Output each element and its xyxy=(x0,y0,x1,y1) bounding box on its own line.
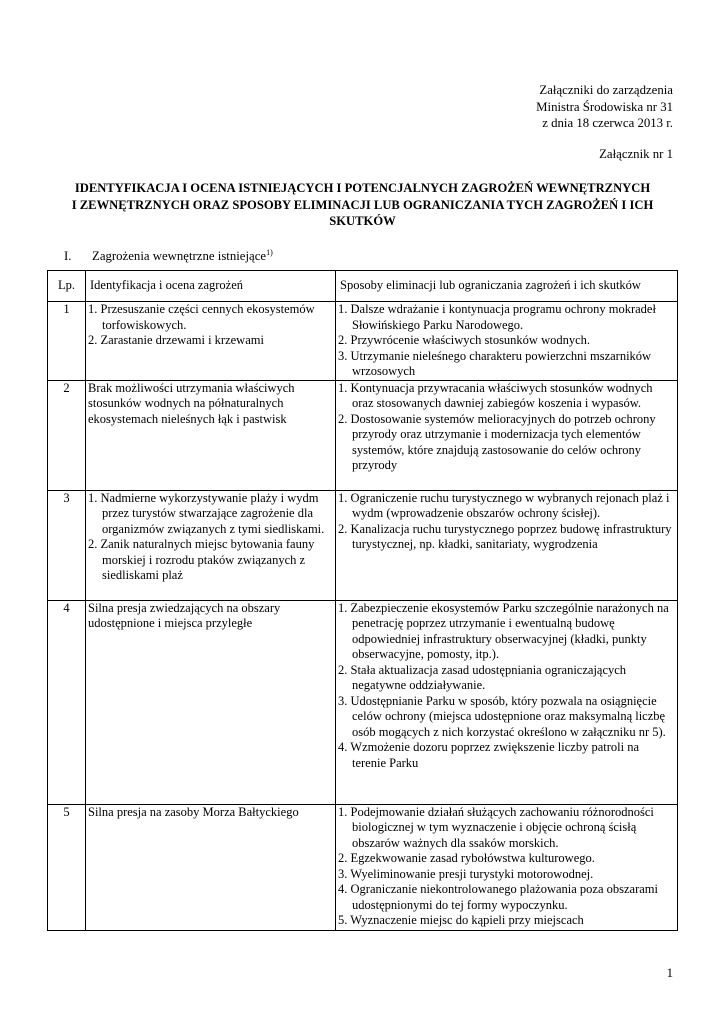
table-row xyxy=(48,302,678,381)
measures-list xyxy=(338,381,675,474)
threat-cell: Silna presja zwiedzających na obszary udostępnione i miejsca przyległe xyxy=(86,600,336,804)
measures-cell xyxy=(336,804,678,930)
measures-cell xyxy=(336,600,678,804)
list-item: 1. Zabezpieczenie ekosystemów Parku szczególnie narażonych na penetrację poprzez utrzymanie i ewentualną budowę odpowiedniej infrastruktury obserwacyjnej (kładki, punkty obserwacyjne, pomosty, itp.). xyxy=(338,600,669,661)
list-item: 3. Utrzymanie nieleśnego charakteru powierzchni mszarników wrzosowych xyxy=(338,348,652,378)
table-row xyxy=(48,380,678,490)
measures-cell xyxy=(336,490,678,600)
list-item: 2. Zanik naturalnych miejsc bytowania fauny morskiej i rozrodu ptaków związanych z siedliskami plaż xyxy=(88,537,315,582)
threat-cell: Brak możliwości utrzymania właściwych stosunków wodnych na półnaturalnych ekosystemach nieleśnych łąk i pastwisk xyxy=(86,380,336,490)
measures-list xyxy=(338,302,675,380)
list-item: 1. Nadmierne wykorzystywanie plaży i wydm przez turystów stwarzające zagrożenie dla organizmów związanych z tymi siedliskami. xyxy=(88,490,325,536)
annex-number: Załącznik nr 1 xyxy=(599,147,673,161)
list-item: 5. Wyznaczenie miejsc do kąpieli przy miejscach xyxy=(338,913,584,927)
decree-line-2: Ministra Środowiska nr 31 xyxy=(536,99,673,114)
list-item: 2. Dostosowanie systemów melioracyjnych do potrzeb ochrony przyrody oraz utrzymanie i modernizacja tych elementów systemów, które znajdują zastosowanie do celów ochrony przyrody xyxy=(338,411,656,472)
measures-cell xyxy=(336,302,678,381)
threats-table xyxy=(47,270,678,931)
list-item: 1. Ograniczenie ruchu turystycznego w wybranych rejonach plaż i wydm (wprowadzenie obszarów ochrony ścisłej). xyxy=(338,490,670,520)
row-number: 2 xyxy=(48,380,86,490)
header-lp: Lp. xyxy=(48,271,86,302)
decree-reference xyxy=(536,82,673,132)
table-row xyxy=(48,490,678,600)
list-item: 2. Zarastanie drzewami i krzewami xyxy=(88,333,264,347)
table-row xyxy=(48,600,678,804)
row-number: 5 xyxy=(48,804,86,930)
measures-list xyxy=(338,601,675,772)
list-item: 2. Egzekwowanie zasad rybołówstwa kulturowego. xyxy=(338,851,595,865)
threat-cell xyxy=(86,302,336,381)
title-line-2: I ZEWNĘTRZNYCH ORAZ SPOSOBY ELIMINACJI LUB OGRANICZANIA TYCH ZAGROŻEŃ I ICH xyxy=(71,197,654,212)
list-item: 1. Podejmowanie działań służących zachowaniu różnorodności biologicznej w tym wyznaczenie i objęcie ochroną ścisłą obszarów ważnych dla ssaków morskich. xyxy=(338,804,654,850)
decree-line-3: z dnia 18 czerwca 2013 r. xyxy=(542,116,673,130)
row-number: 3 xyxy=(48,490,86,600)
threat-list xyxy=(88,491,333,584)
section-heading xyxy=(64,249,273,264)
decree-line-1: Załączniki do zarządzenia xyxy=(539,83,673,97)
footnote-marker: 1) xyxy=(266,248,273,257)
list-item: 2. Przywrócenie właściwych stosunków wodnych. xyxy=(338,333,591,347)
measures-list xyxy=(338,491,675,553)
threat-cell xyxy=(86,490,336,600)
document-title xyxy=(48,180,677,230)
list-item: 3. Udostępnianie Parku w sposób, który pozwala na osiągnięcie celów ochrony (miejsca udostępnione oraz maksymalną liczbę osób mogących z nich korzystać określono w załączniku nr 5). xyxy=(338,693,666,739)
header-threat: Identyfikacja i ocena zagrożeń xyxy=(86,271,336,302)
row-number: 4 xyxy=(48,600,86,804)
list-item: 4. Ograniczanie niekontrolowanego plażowania poza obszarami udostępnionymi do tej formy wypoczynku. xyxy=(338,882,659,912)
list-item: 1. Dalsze wdrażanie i kontynuacja programu ochrony mokradeł Słowińskiego Parku Narodowego. xyxy=(338,302,656,332)
measures-list xyxy=(338,805,675,929)
list-item: 3. Wyeliminowanie presji turystyki motorowodnej. xyxy=(338,866,594,881)
threat-cell: Silna presja na zasoby Morza Bałtyckiego xyxy=(86,804,336,930)
list-item: 1. Przesuszanie części cennych ekosystemów torfowiskowych. xyxy=(88,302,315,332)
row-number: 1 xyxy=(48,302,86,381)
list-item: 1. Kontynuacja przywracania właściwych stosunków wodnych oraz stosowanych dawniej zabiegów koszenia i wypasów. xyxy=(338,380,653,410)
section-number: I. xyxy=(64,249,72,263)
title-line-1: IDENTYFIKACJA I OCENA ISTNIEJĄCYCH I POTENCJALNYCH ZAGROŻEŃ WEWNĘTRZNYCH xyxy=(74,181,651,195)
table-header-row xyxy=(48,271,678,302)
list-item: 2. Stała aktualizacja zasad udostępniania ograniczających negatywne oddziaływanie. xyxy=(338,662,627,692)
page-number: 1 xyxy=(666,966,673,980)
measures-cell xyxy=(336,380,678,490)
section-text: Zagrożenia wewnętrzne istniejące xyxy=(92,249,267,263)
header-measures: Sposoby eliminacji lub ograniczania zagrożeń i ich skutków xyxy=(336,271,678,302)
title-line-3: SKUTKÓW xyxy=(329,214,396,228)
threat-list xyxy=(88,302,333,349)
list-item: 2. Kanalizacja ruchu turystycznego poprzez budowę infrastruktury turystycznej, np. kładki, sanitariaty, wygrodzenia xyxy=(338,521,672,551)
list-item: 4. Wzmożenie dozoru poprzez zwiększenie liczby patroli na terenie Parku xyxy=(338,740,640,770)
table-row xyxy=(48,804,678,930)
